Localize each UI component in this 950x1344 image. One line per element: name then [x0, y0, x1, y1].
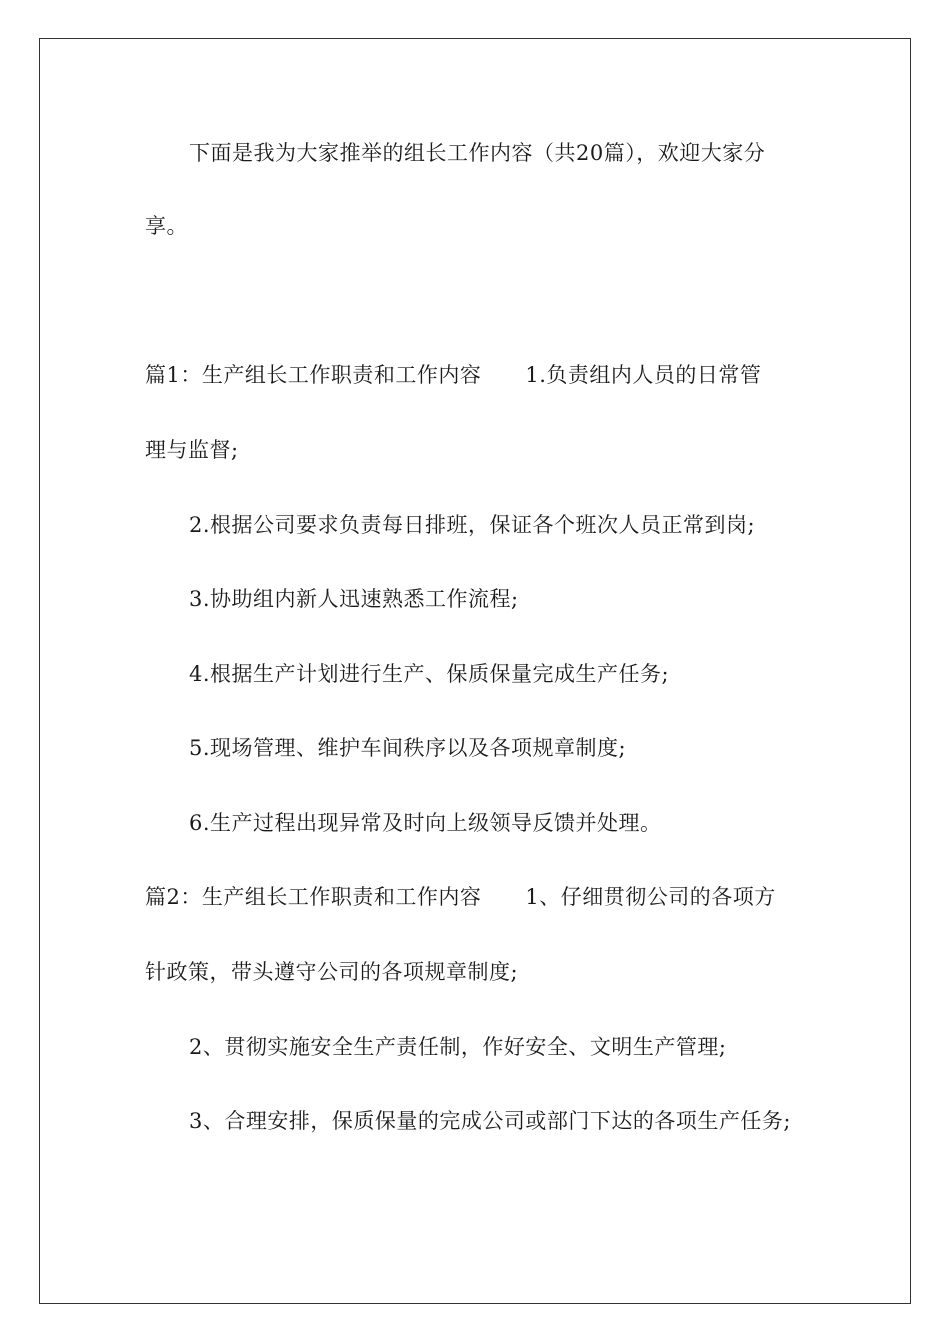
article-1-item-4: 4.根据生产计划进行生产、保质保量完成生产任务; — [189, 662, 670, 686]
article-2-heading: 篇2：生产组长工作职责和工作内容 — [145, 885, 482, 909]
intro-line-2: 享。 — [145, 214, 188, 238]
article-1-item-1-continued: 理与监督; — [145, 438, 239, 462]
article-1-item-6: 6.生产过程出现异常及时向上级领导反馈并处理。 — [189, 811, 662, 835]
article-1-heading-line — [145, 360, 761, 390]
article-1-item-1: 1.负责组内人员的日常管 — [525, 363, 762, 387]
article-1-heading: 篇1：生产组长工作职责和工作内容 — [145, 363, 482, 387]
article-1-item-3: 3.协助组内新人迅速熟悉工作流程; — [189, 587, 519, 611]
article-2-item-3: 3、合理安排，保质保量的完成公司或部门下达的各项生产任务; — [189, 1109, 791, 1133]
article-1-item-5: 5.现场管理、维护车间秩序以及各项规章制度; — [189, 736, 627, 760]
article-2-item-1: 1、仔细贯彻公司的各项方 — [525, 885, 776, 909]
article-2-heading-line — [145, 882, 776, 912]
intro-line-1: 下面是我为大家推举的组长工作内容（共20篇），欢迎大家分 — [189, 141, 766, 165]
article-2-item-2: 2、贯彻实施安全生产责任制，作好安全、文明生产管理; — [189, 1035, 727, 1059]
article-1-item-2: 2.根据公司要求负责每日排班，保证各个班次人员正常到岗; — [189, 513, 756, 537]
article-2-item-1-continued: 针政策，带头遵守公司的各项规章制度; — [145, 960, 519, 984]
